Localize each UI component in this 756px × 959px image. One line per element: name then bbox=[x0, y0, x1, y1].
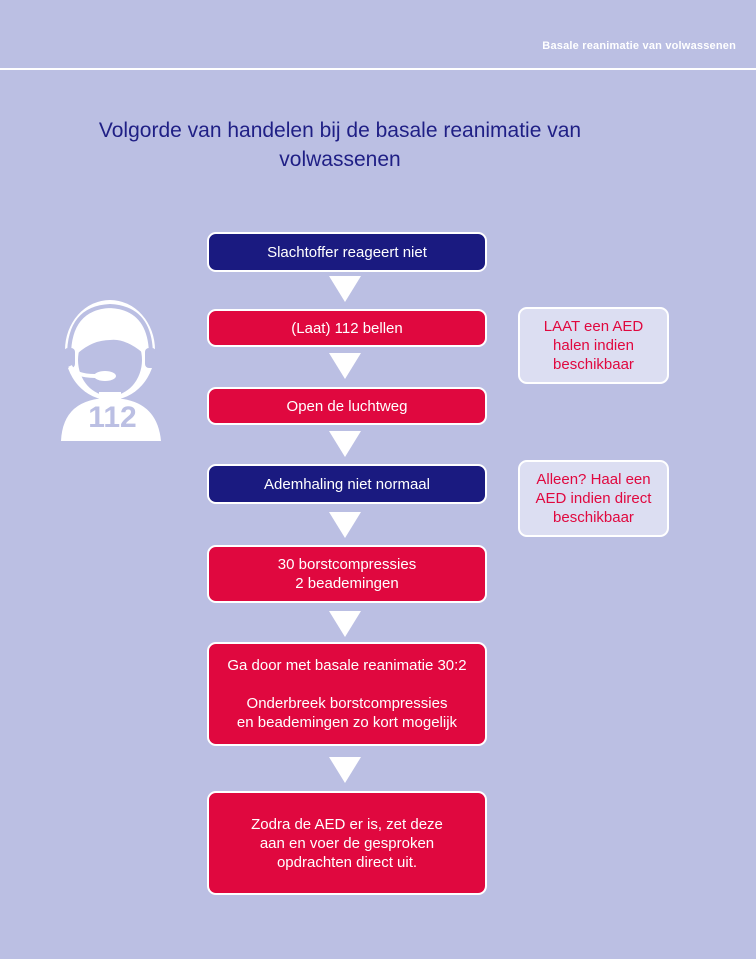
title-line-1: Volgorde van handelen bij de basale reanimatie van bbox=[98, 119, 582, 142]
side-note-aed-fetch bbox=[518, 307, 669, 384]
header-divider bbox=[0, 68, 756, 70]
step-box-6 bbox=[207, 642, 487, 746]
side-note-text: beschikbaar bbox=[553, 509, 634, 526]
flow-arrow-4 bbox=[329, 512, 361, 538]
step-box-5 bbox=[207, 545, 487, 603]
flow-arrow-2 bbox=[329, 353, 361, 379]
side-note-text: Alleen? Haal een bbox=[536, 471, 651, 488]
step-text: 2 beademingen bbox=[295, 575, 399, 592]
flow-arrow-3 bbox=[329, 431, 361, 457]
step-text: 30 borstcompressies bbox=[277, 556, 417, 573]
step-box-1 bbox=[207, 232, 487, 272]
step-box-7 bbox=[207, 791, 487, 895]
step-text: Slachtoffer reageert niet bbox=[267, 243, 427, 261]
side-note-text: AED indien direct bbox=[535, 490, 652, 507]
step-text: en beademingen zo kort mogelijk bbox=[236, 714, 458, 731]
step-text: Ga door met basale reanimatie 30:2 bbox=[227, 657, 467, 674]
step-text: Zodra de AED er is, zet deze bbox=[251, 815, 443, 833]
side-note-text: beschikbaar bbox=[553, 356, 634, 373]
step-text: Onderbreek borstcompressies bbox=[246, 695, 448, 712]
step-text: Ademhaling niet normaal bbox=[264, 475, 430, 493]
operator-112-number: 112 bbox=[88, 401, 137, 434]
side-note-text: halen indien bbox=[553, 337, 634, 354]
step-box-4 bbox=[207, 464, 487, 504]
step-text: (Laat) 112 bellen bbox=[291, 319, 403, 337]
step-text: aan en voer de gesproken bbox=[259, 834, 435, 852]
page-title bbox=[40, 116, 640, 174]
step-text: opdrachten direct uit. bbox=[276, 853, 418, 871]
flow-arrow-5 bbox=[329, 611, 361, 637]
side-note-alone bbox=[518, 460, 669, 537]
side-note-text: LAAT een AED bbox=[543, 318, 644, 335]
step-box-3 bbox=[207, 387, 487, 425]
step-text: Open de luchtweg bbox=[286, 397, 408, 415]
flow-arrow-6 bbox=[329, 757, 361, 783]
operator-112-icon bbox=[55, 298, 170, 448]
step-box-2 bbox=[207, 309, 487, 347]
flow-arrow-1 bbox=[329, 276, 361, 302]
header-label: Basale reanimatie van volwassenen bbox=[542, 40, 736, 52]
title-line-2: volwassenen bbox=[279, 148, 401, 171]
